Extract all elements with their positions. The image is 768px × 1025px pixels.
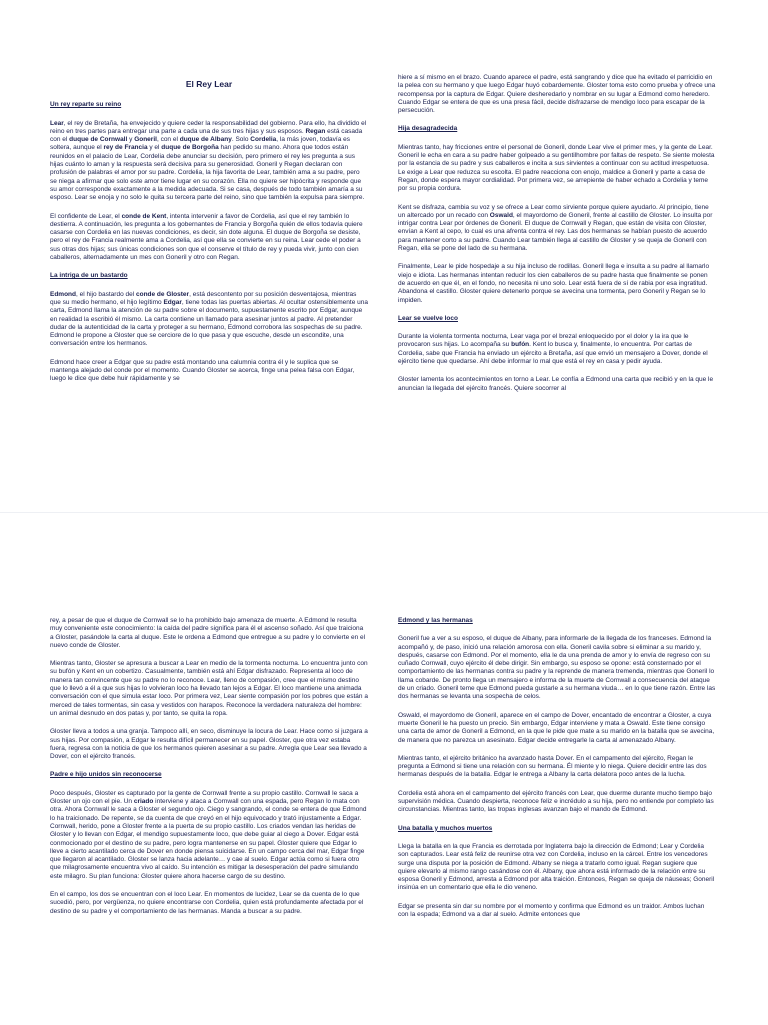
page-2-right-column bbox=[398, 617, 716, 1017]
section-heading: Edmond y las hermanas bbox=[398, 617, 473, 624]
section-heading: Un rey reparte su reino bbox=[50, 101, 122, 109]
section-heading: Padre e hijo unidos sin reconocerse bbox=[50, 771, 162, 779]
paragraph: Edmond, el hijo bastardo del conde de Gloster, está descontento por su posición desventajosa, mientras que su medio hermano, el hijo legítimo Edgar, tiene todas las puertas abiertas. Al ocultar ostensiblemente una carta, Edmond llama la atención de su padre sobre el documento, supuestamente escrito por Edgar, aunque en realidad la escribió él mismo. La carta contiene un llamado para asesinar juntos al padre. Al pretender dudar de la autenticidad de la carta y proteger a su hermano, Edmond corrobora las sospechas de su padre. Edmond le propone a Gloster que se cerciore de lo que pasa y que escuche, desde un escondite, una conversación entre los hermanos. bbox=[50, 290, 368, 348]
section-heading: Una batalla y muchos muertos bbox=[398, 824, 493, 832]
page-1-left-column bbox=[50, 74, 368, 494]
paragraph: Llega la batalla en la que Francia es derrotada por Inglaterra bajo la dirección de Edmond; Lear y Cordelia son capturados. Lear está feliz de reunirse otra vez con Cordelia, incluso en la cárcel. Entre los vencedores surge una disputa por la posición de Edmond. Albany se niega a tratarlo como igual. Regan sugiere que quiere elevarlo al mismo rango casándose con él. Albany, que ahora está informado de la relación entre su esposa Goneril y Edmond, arresta a Edmond por alta traición. Entonces, Regan se queja de náuseas; Goneril insinúa en un comentario que ella le dio veneno. bbox=[398, 842, 715, 892]
section-heading: La intriga de un bastardo bbox=[50, 272, 128, 280]
document-page-2 bbox=[0, 512, 768, 1025]
paragraph: Finalmente, Lear le pide hospedaje a su hija incluso de rodillas. Goneril llega e insulta a su padre al llamarlo viejo e idiota. Las hermanas intentan reducir los cien caballeros de su padre hasta que finalmente se ponen de acuerdo en que él, en el fondo, no necesita ni uno solo. Lear está fuera de sí de rabia por esa ingratitud. Abandona el castillo. Gloster quiere detenerlo porque se avecina una tormenta, pero Goneril y Regan se lo impiden. bbox=[398, 263, 710, 304]
document-page-1 bbox=[0, 0, 768, 512]
paragraph: hiere a sí mismo en el brazo. Cuando aparece el padre, está sangrando y dice que ha evitado el parricidio en la pelea con su hermano y que luego Edgar huyó cobardemente. Gloster toma esto como prueba y ofrece una recompensa por la captura de Edgar. Quiere desheredarlo y nombrar en su lugar a Edmond como heredero. Cuando Edgar se entera de que es una presa fácil, decide disfrazarse de mendigo loco para escapar de la persecución. bbox=[398, 74, 716, 115]
paragraph: Cordelia está ahora en el campamento del ejército francés con Lear, que duerme durante mucho tiempo bajo supervisión médica. Cuando despierta, reconoce feliz e incrédulo a su hija, pero no entiende por completo las circunstancias. Mientras tanto, las tropas inglesas avanzan bajo el mando de Edmond. bbox=[398, 789, 714, 814]
paragraph: Edgar se presenta sin dar su nombre por el momento y confirma que Edmond es un traidor. Ambos luchan con la espada; Edmond va a dar al suelo. Admite entonces que bbox=[398, 902, 705, 919]
paragraph: Mientras tanto, Gloster se apresura a buscar a Lear en medio de la tormenta nocturna. Lo encuentra junto con su bufón y Kent en un cobertizo. Casualmente, también está ahí Edgar disfrazado. Representa al loco de manera tan convincente que su padre no lo reconoce. Lear, lleno de compasión, cree que el mismo destino que lo llevó a él a que sus hijas lo volvieran loco ha llevado tan lejos a Edgar. El loco mantiene una animada conversación con el que simula estar loco. Por primera vez, Lear siente compasión por los pobres que están a merced de tales tormentas, sin casa y vestidos con harapos. Reconoce la verdadera naturaleza del hombre: un animal desnudo en dos patas y, por tanto, se quita la ropa. bbox=[50, 660, 368, 717]
page-2-left-column bbox=[50, 617, 368, 1017]
paragraph: Poco después, Gloster es capturado por la gente de Cornwall frente a su propio castillo. Cornwall le saca a Gloster un ojo con el pie. Un criado interviene y ataca a Cornwall con una espada, pero Regan lo mata con otra. Ahora Cornwall le saca a Gloster el segundo ojo. Ciego y sangrando, el conde se entera de que Edmond lo ha traicionado. De repente, se da cuenta de que creyó en el hijo equivocado y trató injustamente a Edgar. Cornwall, herido, pone a Gloster frente a la puerta de su propio castillo. Los criados vendan las heridas de Gloster y lo llevan con Edgar, el mendigo supuestamente loco, que debe guiar al ciego a Dover. Edgar está conmocionado por el destino de su padre, pero logra mantenerse en su papel. Gloster quiere que Edgar lo lleve a cierto acantilado cerca de Dover en donde piensa suicidarse. En un campo cerca del mar, Edgar finge que llegaron al acantilado. Gloster se lanza hacia adelante… y cae al suelo. Edgar actúa como si fuera otro que milagrosamente encuentra vivo al caído. Su intención es mitigar la desesperación del padre simulando este milagro. Su plan funciona: Gloster quiere ahora hacerse cargo de su destino. bbox=[50, 789, 367, 880]
paragraph: Mientras tanto, hay fricciones entre el personal de Goneril, donde Lear vive el primer mes, y la gente de Lear. Goneril le echa en cara a su padre haber golpeado a su gentilhombre por faltas de respeto. Se siente molesta por la estancia de su padre y sus caballeros e incita a sus sirvientes a continuar con su actitud irrespetuosa. Le exige a Lear que reduzca su escolta. El padre reacciona con enojo, maldice a Goneril y parte a casa de Regan, donde espera mayor cordialidad. Por primera vez, se arrepiente de haber echado a Cordelia y teme por su propia cordura. bbox=[398, 143, 715, 193]
section-heading: Hija desagradecida bbox=[398, 125, 458, 133]
paragraph: Kent se disfraza, cambia su voz y se ofrece a Lear como sirviente porque quiere ayudarlo. Al principio, tiene un altercado por un recado con Oswald, el mayordomo de Goneril, frente al castillo de Gloster. Lo insulta por intrigar contra Lear por órdenes de Goneril. El duque de Cornwall y Regan, que están de visita con Gloster, envían a Kent al cepo, lo cual es una afrenta contra el rey. Las dos hermanas se habían puesto de acuerdo para mantener corto a su padre. Cuando Lear también llega al castillo de Gloster y se queja de Goneril con Regan, ella se pone del lado de su hermana. bbox=[398, 203, 713, 253]
paragraph: Goneril fue a ver a su esposo, el duque de Albany, para informarle de la llegada de los franceses. Edmond la acompañó y, de paso, inició una relación amorosa con ella. Goneril cavila sobre si eliminar a su marido y, después, casarse con Edmond. Por el momento, ella le da una prenda de amor y lo envía de regreso con su cuñado Cornwall, cuyo ejército él debe dirigir. Sin embargo, su esposo se opone: está consternado por el comportamiento de las hermanas contra su padre y la reprende de manera tremenda, mientras que Goneril lo llama cobarde. De pronto llega un mensajero e informa de la muerte de Cornwall a consecuencia del ataque de un criado. Goneril teme que Edmond pueda gustarle a su hermana viuda… en lo que tiene razón. Entre las dos hermanas se levanta una sospecha de celos. bbox=[398, 635, 716, 701]
paragraph: Gloster lleva a todos a una granja. Tampoco allí, en seco, disminuye la locura de Lear. Hace como si juzgara a sus hijas. Por compasión, a Edgar le resulta difícil permanecer en su papel. Gloster, que otra vez estaba fuera, regresa con la noticia de que los hermanos quieren asesinar a su padre. Arregla que Lear sea llevado a Dover, con el ejército francés. bbox=[50, 728, 368, 761]
paragraph: Durante la violenta tormenta nocturna, Lear vaga por el brezal enloquecido por el dolor y la ira que le provocaron sus hijas. Lo acompaña su bufón. Kent lo busca y, finalmente, lo encuentra. Por cartas de Cordelia, sabe que Francia ha enviado un ejército a Bretaña, así que envió un mensajero a Dover, donde el ejército tiene que quedarse. Ahí debe informar lo mal que está el rey en casa y pedir ayuda. bbox=[398, 333, 708, 366]
paragraph: Gloster lamenta los acontecimientos en torno a Lear. Le confía a Edmond una carta que recibió y en la que le anuncian la llegada del ejército francés. Quiere socorrer al bbox=[398, 376, 714, 392]
paragraph: Oswald, el mayordomo de Goneril, aparece en el campo de Dover, encantado de encontrar a Gloster, a cuya muerte Goneril le ha puesto un precio. Sin embargo, Edgar interviene y mata a Oswald. Este tiene consigo una carta de amor de Goneril a Edmond, en la que le pide que mate a su marido en la batalla que se avecina, de manera que no parezca un asesinato. Edgar decide entregarle la carta al amenazado Albany. bbox=[398, 711, 715, 744]
paragraph: Lear, el rey de Bretaña, ha envejecido y quiere ceder la responsabilidad del gobierno. Para ello, ha dividido el reino en tres partes para entregar una parte a cada una de sus tres hijas y sus esposos. Regan está casada con el duque de Cornwall y Goneril, con el duque de Albany. Solo Cordelia, la más joven, todavía es soltera, aunque el rey de Francia y el duque de Borgoña han pedido su mano. Ahora que todos están reunidos en el palacio de Lear, Cordelia debe anunciar su decisión, pero primero el rey les pregunta a sus hijas cuánto lo aman y la respuesta será decisiva para su generosidad. Goneril y Regan declaran con profusión de palabras el amor por su padre. Cordelia, la hija favorita de Lear, también ama a su padre, pero se niega a afirmar que solo este amor tiene lugar en su corazón. Ella no quiere ser hipócrita y responde que su amor corresponde exactamente a la medida adecuada. Si se casa, después de todo también amaría a su esposo. Lear se enoja y no solo le quita su tercera parte del reino, sino que también la expulsa para siempre. bbox=[50, 119, 367, 202]
section-heading: Lear se vuelve loco bbox=[398, 314, 458, 322]
paragraph: rey, a pesar de que el duque de Cornwall se lo ha prohibido bajo amenaza de muerte. A Edmond le resulta muy conveniente este conocimiento: la caída del padre significa para él el ascenso soñado. Así que traiciona a Gloster, pasándole la carta al duque. Este le ordena a Edmond que entregue a su padre y lo convierte en el nuevo conde de Gloster. bbox=[50, 617, 366, 649]
document-title: El Rey Lear bbox=[185, 79, 233, 89]
paragraph: Mientras tanto, el ejército británico ha avanzado hasta Dover. En el campamento del ejército, Regan le pregunta a Edmond si tiene una relación con su hermana. Él miente y lo niega. Quiere decidir entre las dos hermanas después de la batalla. Edgar le entrega a Albany la carta delatora poco antes de la lucha. bbox=[398, 754, 707, 779]
paragraph: En el campo, los dos se encuentran con el loco Lear. En momentos de lucidez, Lear se da cuenta de lo que sucedió, pero, por vergüenza, no quiere encontrarse con Cordelia, quien está profundamente afectada por el destino de su padre y el comportamiento de las hermanas. Manda a buscar a su padre. bbox=[50, 891, 364, 915]
page-1-right-column bbox=[398, 74, 716, 494]
paragraph: El confidente de Lear, el conde de Kent, intenta intervenir a favor de Cordelia, así que el rey también lo destierra. A continuación, les pregunta a los gobernantes de Francia y Borgoña quién de ellos todavía quiere casarse con Cordelia en las nuevas condiciones, es decir, sin dote alguna. El duque de Borgoña se desiste, pero el rey de Francia realmente ama a Cordelia, así que ella se convierte en su reina. Lear cede el poder a sus otras dos hijas; sus únicas condiciones son que el conserve el título de rey y pueda vivir, junto con cien caballeros, alternadamente un mes con Goneril y otro con Regan. bbox=[50, 212, 363, 262]
paragraph: Edmond hace creer a Edgar que su padre está montando una calumnia contra él y le suplica que se mantenga alejado del conde por el momento. Cuando Gloster se acerca, finge una pelea falsa con Edgar, luego le dice que debe huir rápidamente y se bbox=[50, 358, 355, 383]
